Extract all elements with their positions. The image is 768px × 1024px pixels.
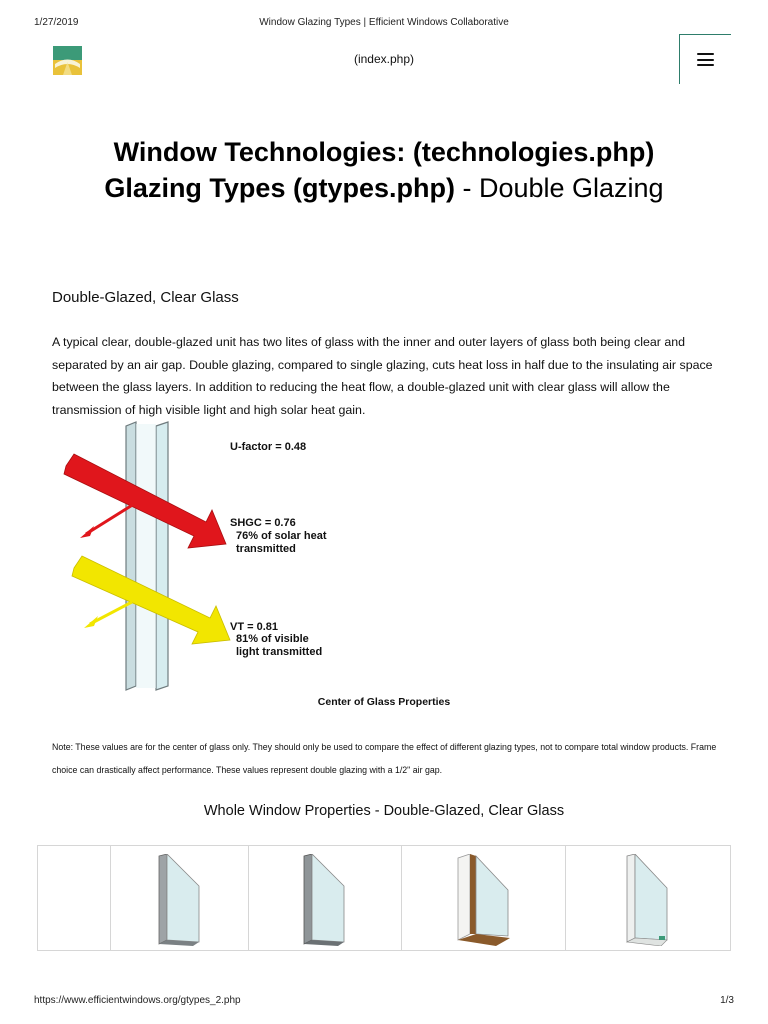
print-page-title: Window Glazing Types | Efficient Windows Collaborative — [259, 17, 509, 28]
vinyl-frame-icon — [623, 854, 673, 946]
title-suffix: - Double Glazing — [454, 173, 664, 203]
aluminum-frame-icon — [155, 854, 205, 946]
thermally-broken-aluminum-frame-icon — [300, 854, 350, 946]
home-link[interactable]: (index.php) — [353, 52, 415, 66]
hamburger-menu-icon — [697, 53, 714, 66]
whole-window-table — [37, 845, 731, 951]
body-paragraph: A typical clear, double-glazed unit has two lites of glass with the inner and outer layers of glass both being clear and separated by an air gap. Double glazing, compared to single glazing, cuts heat loss in half due to the insulating air space between the glass layers. In addition to reducing the heat flow, a double-glazed unit with clear glass will allow the transmission of high visible light and high solar heat gain. — [52, 335, 713, 417]
wood-frame-cell[interactable] — [402, 846, 566, 950]
print-date: 1/27/2019 — [34, 17, 79, 28]
thermally-broken-aluminum-frame-cell[interactable] — [249, 846, 402, 950]
center-of-glass-note: Note: These values are for the center of glass only. They should only be used to compare the effect of different glazing types, not to compare total window products. Frame choice can drastically affect performance. These values represent double glazing with a 1/2" air gap. — [52, 742, 717, 775]
vt-description-2: light transmitted — [236, 646, 323, 658]
shgc-label: SHGC = 0.76 — [230, 517, 296, 529]
aluminum-frame-cell[interactable] — [111, 846, 249, 950]
page-title — [40, 134, 728, 206]
air-gap — [136, 424, 156, 688]
title-line-1[interactable]: Window Technologies: (technologies.php) — [113, 137, 655, 167]
shgc-description-1: 76% of solar heat — [236, 530, 327, 542]
diagram-caption: Center of Glass Properties — [317, 696, 451, 708]
vt-label: VT = 0.81 — [230, 621, 279, 633]
print-url: https://www.efficientwindows.org/gtypes_2.php — [34, 995, 241, 1006]
shgc-description-2: transmitted — [236, 543, 296, 555]
u-factor-label: U-factor = 0.48 — [230, 441, 307, 453]
table-empty-cell — [38, 846, 111, 950]
section-title: Double-Glazed, Clear Glass — [52, 289, 239, 306]
wood-frame-icon — [452, 854, 516, 946]
print-page-number: 1/3 — [720, 995, 734, 1006]
outer-glass-pane — [126, 422, 136, 690]
vinyl-frame-cell[interactable] — [566, 846, 730, 950]
whole-window-title: Whole Window Properties - Double-Glazed, Clear Glass — [203, 803, 565, 819]
title-glazing-types-link[interactable]: Glazing Types (gtypes.php) — [104, 173, 455, 203]
menu-button[interactable] — [679, 34, 731, 84]
vt-description-1: 81% of visible — [236, 633, 309, 645]
glazing-diagram — [60, 418, 360, 693]
inner-glass-pane — [156, 422, 168, 690]
